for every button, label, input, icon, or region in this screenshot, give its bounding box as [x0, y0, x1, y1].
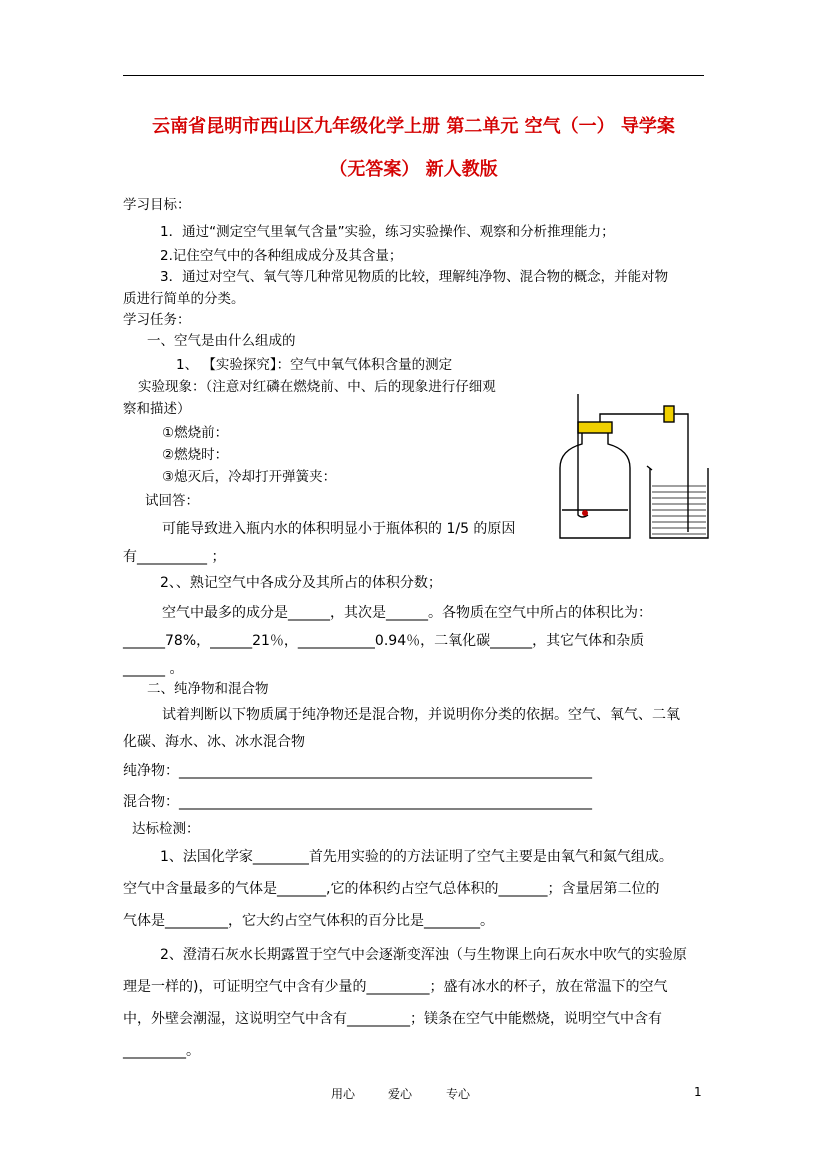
check-p2-line-2: 理是一样的)，可证明空气中含有少量的_________；盛有冰水的杯子，放在常温下的空气: [123, 979, 668, 995]
footer-word-1: 用心: [331, 1087, 356, 1101]
experiment-apparatus-illustration: [552, 392, 712, 544]
check-heading: 达标检测：: [132, 821, 200, 837]
classify-line-2: 化碳、海水、冰、冰水混合物: [123, 734, 305, 750]
footer-word-3: 专心: [446, 1087, 471, 1101]
header-rule: [123, 75, 704, 76]
question-line-1: 可能导致进入瓶内水的体积明显小于瓶体积的 1/5 的原因: [162, 521, 516, 537]
classify-line-1: 试着判断以下物质属于纯净物还是混合物，并说明你分类的依据。空气、氧气、二氧: [162, 707, 680, 723]
question-line-2: 有__________ ；: [123, 549, 226, 565]
during-burning: ②燃烧时：: [162, 447, 229, 463]
q2-line-3: ______ 。: [123, 661, 184, 677]
check-p2-line-3: 中，外壁会潮湿，这说明空气中含有_________；镁条在空气中能燃烧，说明空气中含有: [123, 1011, 662, 1027]
phenomenon-line-2: 察和描述）: [123, 401, 191, 417]
goal-item-1: 1．通过“测定空气里氧气含量”实验，练习实验操作、观察和分析推理能力；: [160, 224, 615, 240]
check-p1-line-1: 1、法国化学家________首先用实验的的方法证明了空气主要是由氧气和氮气组成。: [160, 849, 673, 865]
page-title-line-1: 云南省昆明市西山区九年级化学上册 第二单元 空气（一） 导学案: [152, 116, 675, 137]
goal-item-3: 3．通过对空气、氧气等几种常见物质的比较，理解纯净物、混合物的概念，并能对物: [160, 269, 669, 285]
answer-heading: 试回答：: [145, 493, 199, 509]
footer-word-2: 爱心: [388, 1087, 413, 1101]
goal-item-2: 2.记住空气中的各种组成成分及其含量；: [160, 248, 403, 264]
after-burning: ③熄灭后，冷却打开弹簧夹：: [162, 469, 337, 485]
phenomenon-line-1: 实验现象：（注意对红磷在燃烧前、中、后的现象进行仔细观: [138, 379, 496, 395]
goals-heading: 学习目标：: [123, 197, 191, 213]
tasks-heading: 学习任务：: [123, 312, 191, 328]
before-burning: ①燃烧前：: [162, 425, 229, 441]
check-p1-line-3: 气体是_________，它大约占空气体积的百分比是________。: [123, 913, 494, 929]
check-p1-line-2: 空气中含量最多的气体是_______,它的体积约占空气总体积的_______；含量居第二位的: [123, 881, 660, 897]
section-2-title: 二、纯净物和混合物: [147, 681, 269, 697]
goal-item-3-cont: 质进行简单的分类。: [123, 291, 245, 307]
page-number: 1: [694, 1085, 702, 1099]
experiment-title: 1、 【实验探究】：空气中氧气体积含量的测定: [176, 357, 453, 373]
section-1-title: 一、空气是由什么组成的: [147, 333, 296, 349]
q2-line-2: ______78%，______21％，___________0.94％，二氧化碳______，其它气体和杂质: [123, 633, 645, 649]
check-p2-line-4: _________。: [123, 1043, 200, 1059]
check-p2-line-1: 2、澄清石灰水长期露置于空气中会逐渐变浑浊（与生物课上向石灰水中吹气的实验原: [160, 947, 687, 963]
q2-line-1: 空气中最多的成分是______，其次是______。各物质在空气中所占的体积比为：: [162, 605, 652, 621]
q2-title: 2、、熟记空气中各成分及其所占的体积分数；: [160, 575, 442, 591]
mixture-blank: 混合物：___________________________________________________________: [123, 794, 592, 810]
page-title-line-2: （无答案） 新人教版: [329, 159, 498, 180]
pure-substance-blank: 纯净物：___________________________________________________________: [123, 763, 592, 779]
